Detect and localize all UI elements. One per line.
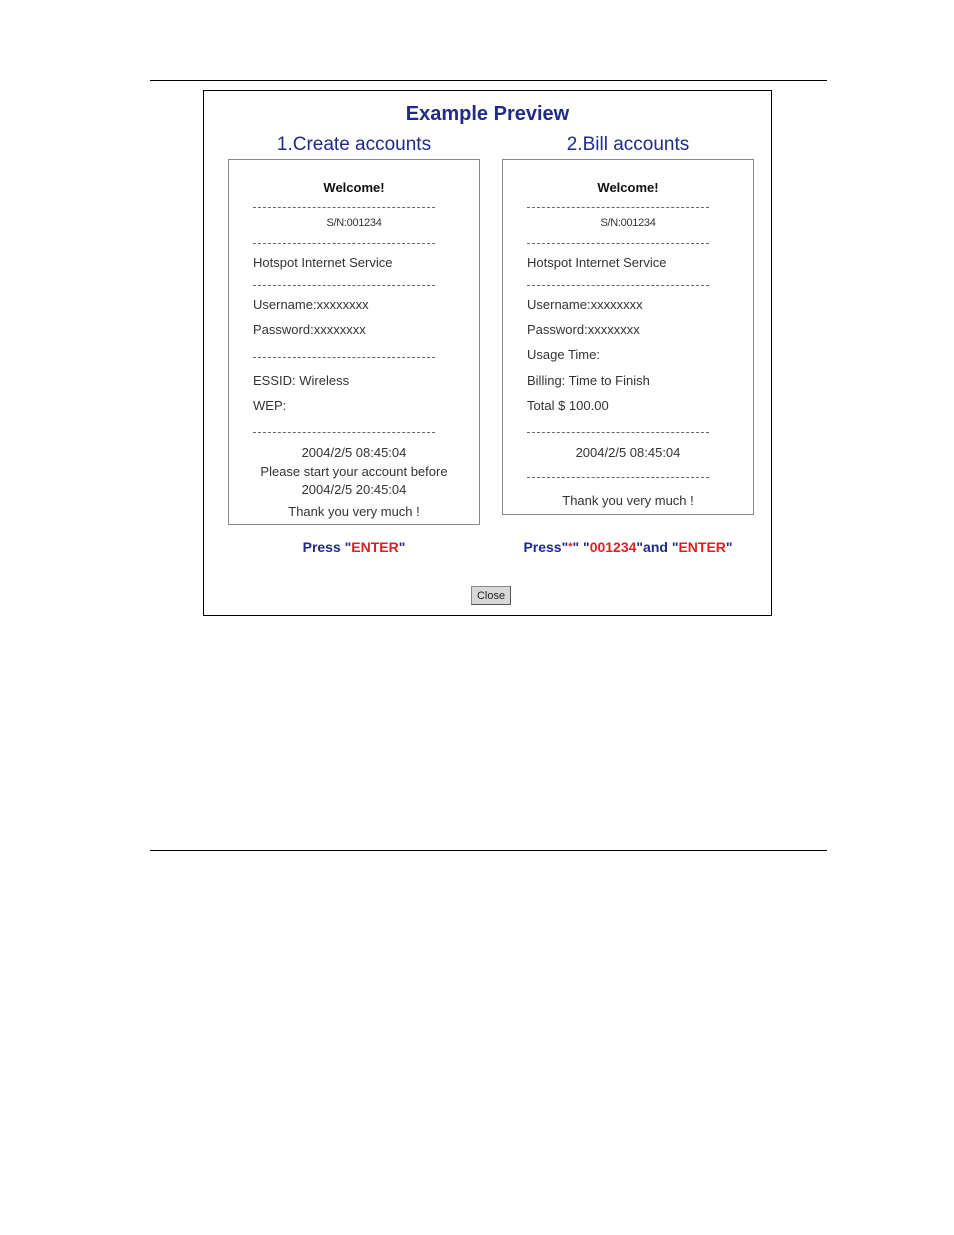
receipt-divider [527, 207, 709, 208]
press-text: " [725, 539, 733, 555]
bill-accounts-receipt [502, 159, 754, 515]
press-key: ENTER [351, 539, 399, 555]
receipt-divider [527, 477, 709, 478]
receipt-wep: WEP: [253, 398, 287, 413]
receipt-thanks: Thank you very much ! [562, 493, 694, 508]
receipt-deadline: 2004/2/5 20:45:04 [301, 482, 407, 497]
receipt-datetime: 2004/2/5 08:45:04 [575, 445, 681, 460]
receipt-divider [253, 357, 435, 358]
example-preview-window [203, 90, 772, 616]
create-press-instruction [228, 539, 480, 555]
bill-press-instruction [502, 539, 754, 555]
receipt-welcome: Welcome! [323, 180, 385, 195]
receipt-divider [253, 243, 435, 244]
receipt-serial-number: S/N:001234 [600, 217, 656, 229]
receipt-divider [527, 285, 709, 286]
receipt-essid: ESSID: Wireless [253, 373, 350, 388]
press-text: " " [572, 539, 590, 555]
receipt-serial-number: S/N:001234 [326, 217, 382, 229]
press-star: * [568, 541, 573, 553]
receipt-total: Total $ 100.00 [527, 398, 609, 413]
receipt-datetime: 2004/2/5 08:45:04 [301, 445, 407, 460]
receipt-divider [527, 243, 709, 244]
press-text: " [398, 539, 406, 555]
receipt-usage-time: Usage Time: [527, 347, 600, 362]
receipt-service: Hotspot Internet Service [253, 255, 393, 270]
receipt-start-notice: Please start your account before [260, 464, 448, 479]
press-serial: 001234 [589, 539, 637, 555]
receipt-welcome: Welcome! [597, 180, 659, 195]
press-text: Press" [523, 539, 569, 555]
receipt-password: Password:xxxxxxxx [253, 322, 366, 337]
top-rule [150, 80, 827, 81]
bottom-rule [150, 850, 827, 851]
press-text: Press " [302, 539, 352, 555]
receipt-divider [253, 207, 435, 208]
receipt-divider [253, 432, 435, 433]
create-accounts-receipt [228, 159, 480, 525]
create-accounts-heading: 1.Create accounts [276, 134, 432, 155]
receipt-username: Username:xxxxxxxx [253, 297, 369, 312]
receipt-password: Password:xxxxxxxx [527, 322, 640, 337]
receipt-username: Username:xxxxxxxx [527, 297, 643, 312]
press-text: "and " [636, 539, 679, 555]
receipt-service: Hotspot Internet Service [527, 255, 667, 270]
bill-accounts-heading: 2.Bill accounts [566, 134, 690, 155]
receipt-billing: Billing: Time to Finish [527, 373, 650, 388]
receipt-divider [253, 285, 435, 286]
receipt-thanks: Thank you very much ! [288, 504, 420, 519]
press-key: ENTER [678, 539, 726, 555]
receipt-divider [527, 432, 709, 433]
close-button[interactable]: Close [471, 586, 511, 605]
preview-title: Example Preview [405, 103, 570, 125]
